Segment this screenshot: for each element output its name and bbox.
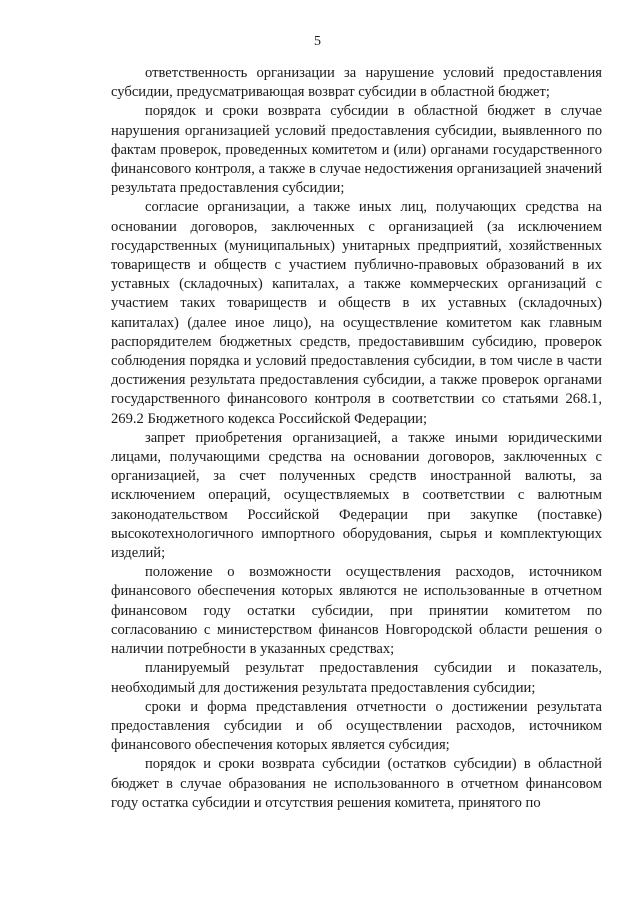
paragraph-currency-ban: запрет приобретения организацией, а также иными юридическими лицами, получающими средства на основании договоров, заключенных с организацией, за счет полученных средств иностранной валюты, за исключением операций, осуществляемых в соответствии с валютным законодательством Российской Федерации при закупке (поставке) высокотехнологичного импортного оборудования, сырья и комплектующих изделий; [111,429,602,562]
page-number: 5 [314,34,321,49]
paragraph-unused-balance: положение о возможности осуществления расходов, источником финансового обеспечения которых являются не использованные в отчетном финансовом году остатки субсидии, при принятии комитетом по согласованию с министерством финансов Новгородской области решения о наличии потребности в указанных средствах; [111,564,602,658]
paragraph-return-procedure: порядок и сроки возврата субсидии в областной бюджет в случае нарушения организацией условий предоставления субсидии, выявленного по фактам проверок, проведенных комитетом и (или) органами государственного финансового контроля, а также в случае недостижения организацией значений результата предоставления субсидии; [111,103,602,197]
paragraph-planned-result: планируемый результат предоставления субсидии и показатель, необходимый для достижения результата предоставления субсидии; [111,660,602,696]
paragraph-consent-to-audits: согласие организации, а также иных лиц, получающих средства на основании договоров, заключенных с организацией (за исключением государственных (муниципальных) унитарных предприятий, хозяйственных товариществ и обществ с участием публично-правовых образований в их уставных (складочных) капиталах, а также коммерческих организаций с участием таких товариществ и обществ в их уставных (складочных) капиталах) (далее иное лицо), на осуществление комитетом как главным распорядителем бюджетных средств, предоставившим субсидию, проверок соблюдения порядка и условий предоставления субсидии, в том числе в части достижения результата предоставления субсидии, а также проверок органами государственного финансового контроля в соответствии со статьями 268.1, 269.2 Бюджетного кодекса Российской Федерации; [111,199,602,427]
document-body [111,64,602,813]
paragraph-return-of-remainder: порядок и сроки возврата субсидии (остатков субсидии) в областной бюджет в случае образования не использованного в отчетном финансовом году остатка субсидии и отсутствия решения комитета, принятого по [111,756,602,811]
paragraph-reporting: сроки и форма представления отчетности о достижении результата предоставления субсидии и об осуществлении расходов, источником финансового обеспечения которых является субсидия; [111,698,602,754]
paragraph-responsibility: ответственность организации за нарушение условий предоставления субсидии, предусматривающая возврат субсидии в областной бюджет; [111,65,602,101]
